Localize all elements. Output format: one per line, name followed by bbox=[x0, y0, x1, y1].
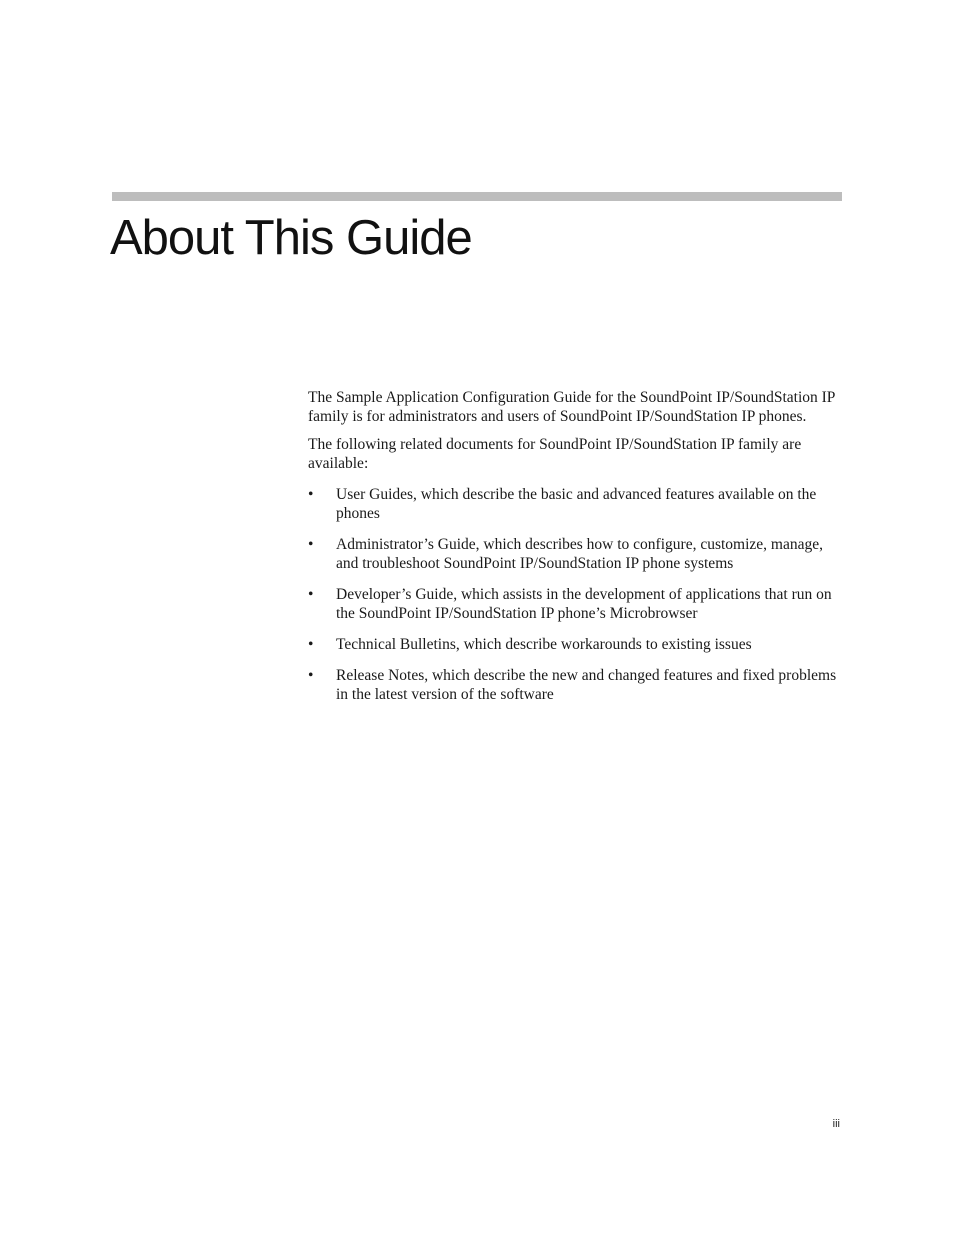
bullet-icon: • bbox=[308, 536, 314, 553]
page-number: iii bbox=[832, 1118, 840, 1130]
list-item-text: Technical Bulletins, which describe workarounds to existing issues bbox=[336, 636, 752, 653]
related-documents-intro: The following related documents for SoundPoint IP/SoundStation IP family are available: bbox=[308, 436, 802, 472]
list-item-text: User Guides, which describe the basic and advanced features available on the phones bbox=[336, 486, 817, 522]
bullet-icon: • bbox=[308, 667, 314, 684]
body-text bbox=[308, 388, 848, 704]
chapter-rule-bar bbox=[112, 192, 842, 201]
list-item bbox=[308, 666, 848, 704]
bullet-icon: • bbox=[308, 586, 314, 603]
bullet-icon: • bbox=[308, 636, 314, 653]
list-item-text: Developer’s Guide, which assists in the development of applications that run on the SoundPoint IP/SoundStation IP phone’s Microbrowser bbox=[336, 586, 832, 622]
intro-paragraph: The Sample Application Configuration Guide for the SoundPoint IP/SoundStation IP family is for administrators and users of SoundPoint IP/SoundStation IP phones. bbox=[308, 389, 835, 425]
list-item bbox=[308, 585, 848, 623]
list-item bbox=[308, 535, 848, 573]
chapter-title: About This Guide bbox=[110, 211, 472, 265]
list-item-text: Release Notes, which describe the new and changed features and fixed problems in the latest version of the software bbox=[336, 667, 837, 703]
list-item bbox=[308, 635, 848, 654]
list-item-text: Administrator’s Guide, which describes how to configure, customize, manage, and troubleshoot SoundPoint IP/SoundStation IP phone systems bbox=[336, 536, 823, 572]
bullet-icon: • bbox=[308, 486, 314, 503]
list-item bbox=[308, 485, 848, 523]
related-documents-list bbox=[308, 485, 848, 704]
